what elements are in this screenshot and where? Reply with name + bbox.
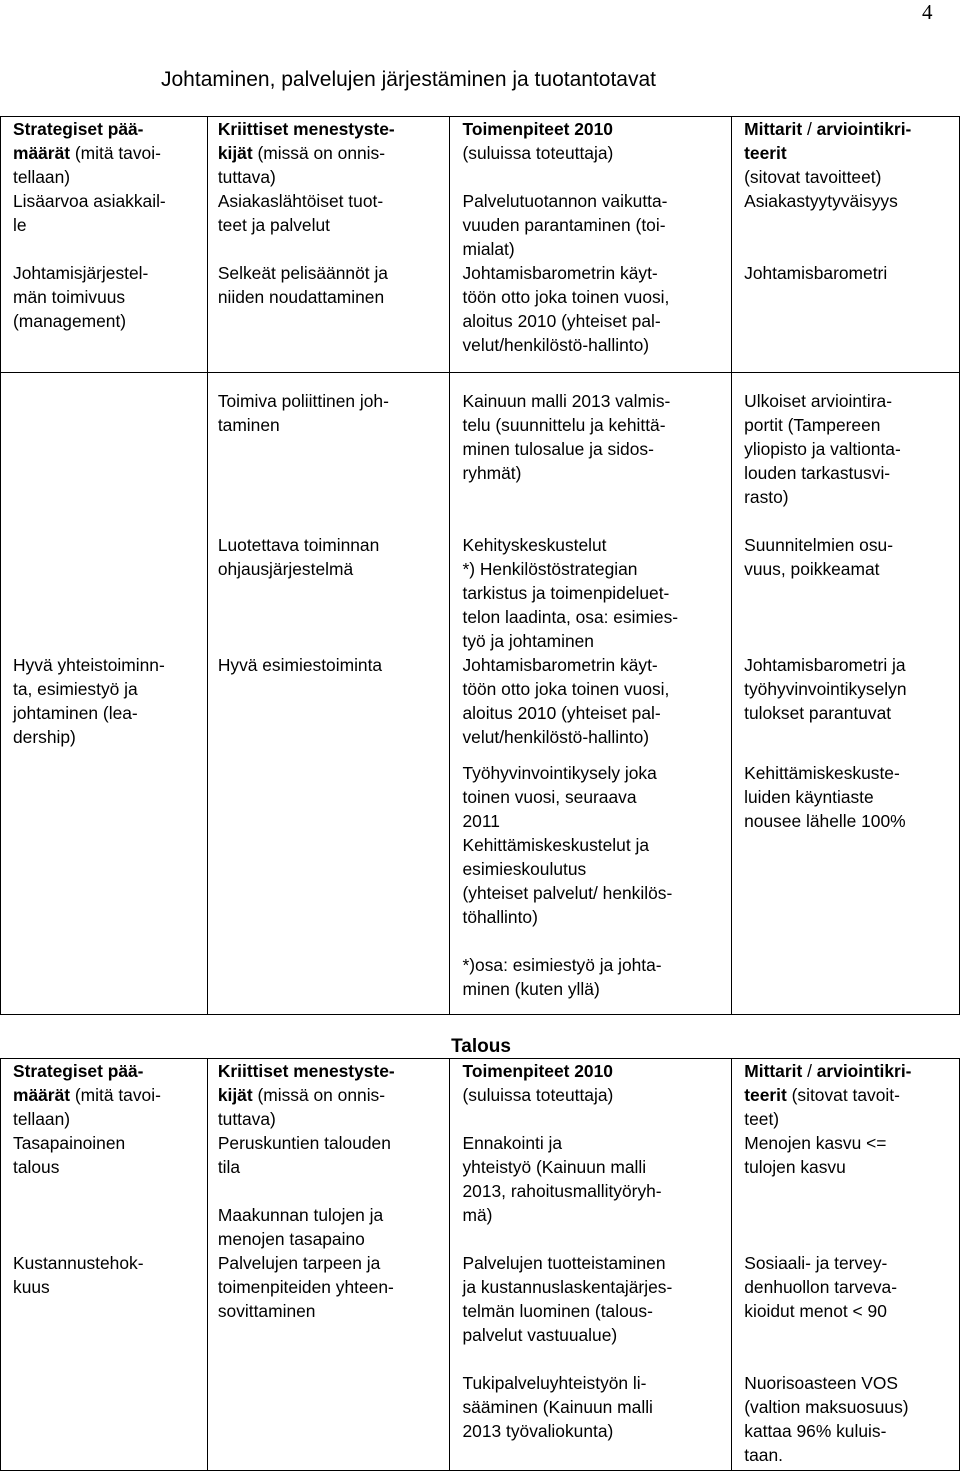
table-cell: Kainuun malli 2013 valmis- telu (suunnittelu ja kehittä- minen tulosalue ja sidos- ryhmät)	[450, 373, 732, 517]
table-cell	[1, 373, 208, 517]
cell-success-factors: Asiakaslähtöiset tuot- teet ja palvelut Selkeät pelisäännöt ja niiden noudattaminen	[217, 191, 388, 307]
table-cell	[450, 117, 732, 373]
cell-metrics: Menojen kasvu <= tulojen kasvu Sosiaali- ja tervey- denhuollon tarveva- kioidut menot < 90 Nuorisoasteen VOS (valtion maksuosuus) kattaa 96% kuluis- taan.	[744, 1133, 909, 1465]
cell-success-factors: Peruskuntien talouden tila Maakunnan tulojen ja menojen tasapaino Palvelujen tarpeen ja toimenpiteiden yhteen- sovittaminen	[217, 1133, 394, 1321]
header-actions-sub: (suluissa toteuttaja)	[462, 143, 614, 163]
strategy-table-management	[0, 116, 960, 1015]
table-row	[1, 1059, 960, 1471]
table-cell	[1, 117, 208, 373]
header-actions: Toimenpiteet 2010	[462, 119, 613, 139]
header-success-factors-sub: (missä on onnis- tuttava)	[217, 1085, 386, 1129]
header-metrics-criteria: arviointikri- teerit	[744, 119, 912, 163]
table-cell: Ulkoiset arviointira- portit (Tampereen yliopisto ja valtionta- louden tarkastusvi- rasto)	[732, 373, 960, 517]
header-actions-sub: (suluissa toteuttaja)	[462, 1085, 614, 1105]
page-heading: Johtaminen, palvelujen järjestäminen ja tuotantotavat	[161, 68, 656, 91]
header-strategic-goals-sub: (mitä tavoi- tellaan)	[13, 143, 161, 187]
page-number: 4	[922, 0, 933, 24]
table-cell: Toimiva poliittinen joh- taminen	[207, 373, 450, 517]
header-metrics-criteria: arviointikri- teerit	[744, 1061, 912, 1105]
cell-actions: Palvelutuotannon vaikutta- vuuden parantaminen (toi- mialat) Johtamisbarometrin käyt- töön otto joka toinen vuosi, aloitus 2010 (yhteiset pal- velut/henkilöstö-hallinto)	[462, 191, 670, 355]
table-row	[1, 757, 960, 1015]
table-cell: Hyvä yhteistoiminn- ta, esimiestyö ja johtaminen (lea- dership)	[1, 517, 208, 757]
header-metrics-sep: /	[802, 1061, 817, 1081]
header-strategic-goals: Strategiset pää- määrät	[13, 1061, 144, 1105]
table-row	[1, 517, 960, 757]
table-cell	[450, 1059, 732, 1471]
table-row	[1, 373, 960, 517]
header-metrics: Mittarit	[744, 119, 803, 139]
table-cell	[207, 757, 450, 1015]
header-metrics-sep: /	[802, 119, 817, 139]
header-actions: Toimenpiteet 2010	[462, 1061, 613, 1081]
cell-goals: Lisäarvoa asiakkail- le Johtamisjärjestel- män toimivuus (management)	[13, 191, 166, 331]
table-cell: Suunnitelmien osu- vuus, poikkeamat Johtamisbarometri ja työhyvinvointikyselyn tulokset parantuvat	[732, 517, 960, 757]
header-metrics-sub: (sitovat tavoitteet)	[744, 167, 882, 187]
header-success-factors-sub: (missä on onnis- tuttava)	[217, 143, 386, 187]
table-cell	[207, 1059, 450, 1471]
header-metrics: Mittarit	[744, 1061, 803, 1081]
table-cell: Kehityskeskustelut *) Henkilöstöstrategian tarkistus ja toimenpideluet- telon laadinta, osa: esimies- työ ja johtaminen Johtamisbarometrin käyt- töön otto joka toinen vuosi, aloitus 2010 (yhteiset pal- velut/henkilöstö-hallinto)	[450, 517, 732, 757]
header-strategic-goals-sub: (mitä tavoi- tellaan)	[13, 1085, 161, 1129]
section-heading-talous	[0, 1036, 960, 1058]
header-strategic-goals: Strategiset pää- määrät	[13, 119, 144, 163]
cell-metrics: Asiakastyytyväisyys Johtamisbarometri	[744, 191, 898, 283]
table-cell	[1, 757, 208, 1015]
table-cell	[1, 1059, 208, 1471]
header-success-factors: Kriittiset menestyste- kijät	[217, 119, 395, 163]
table-cell: Työhyvinvointikysely joka toinen vuosi, seuraava 2011 Kehittämiskeskustelut ja esimieskoulutus (yhteiset palvelut/ henkilös- töhallinto) *)osa: esimiestyö ja johta- minen (kuten yllä)	[450, 757, 732, 1015]
cell-actions: Ennakointi ja yhteistyö (Kainuun malli 2013, rahoitusmallityöryh- mä) Palvelujen tuotteistaminen ja kustannuslaskentajärjes- telmän luominen (talous- palvelut vastuualue) Tukipalveluyhteistyön li- sääminen (Kainuun malli 2013 työvaliokunta)	[462, 1133, 673, 1441]
header-metrics-sub: (sitovat tavoit- teet)	[744, 1085, 900, 1129]
section-heading-talous-text: Talous	[451, 1036, 511, 1057]
cell-goals: Tasapainoinen talous Kustannustehok- kuus	[13, 1133, 144, 1297]
table-cell	[732, 1059, 960, 1471]
table-cell	[207, 117, 450, 373]
header-success-factors: Kriittiset menestyste- kijät	[217, 1061, 395, 1105]
table-cell: Luotettava toiminnan ohjausjärjestelmä Hyvä esimiestoiminta	[207, 517, 450, 757]
table-cell	[732, 117, 960, 373]
table-row	[1, 117, 960, 373]
table-cell: Kehittämiskeskuste- luiden käyntiaste nousee lähelle 100%	[732, 757, 960, 1015]
strategy-table-economy	[0, 1058, 960, 1471]
